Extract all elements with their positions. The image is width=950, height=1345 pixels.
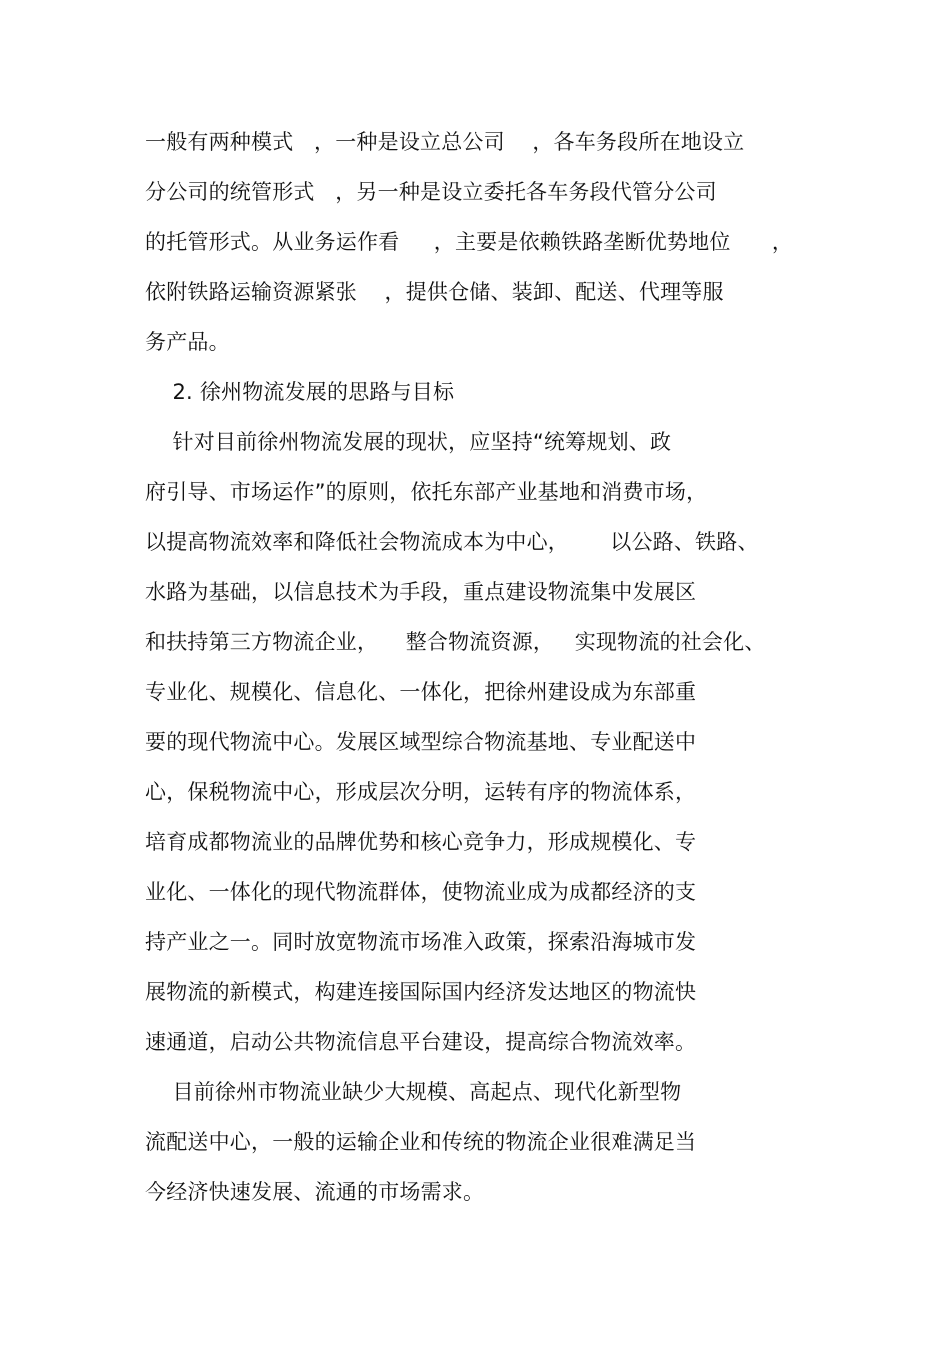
text-line: 今经济快速发展、流通的市场需求。 bbox=[145, 1180, 485, 1204]
section-heading: 2. 徐州物流发展的思路与目标 bbox=[145, 380, 455, 404]
text-line: 业化、一体化的现代物流群体，使物流业成为成都经济的支 bbox=[145, 880, 697, 904]
text-line: 以提高物流效率和降低社会物流成本为中心， 以公路、铁路、 bbox=[145, 530, 759, 554]
text-line: 府引导、市场运作”的原则，依托东部产业基地和消费市场， bbox=[145, 480, 708, 504]
text-line: 心，保税物流中心，形成层次分明，运转有序的物流体系， bbox=[145, 780, 697, 804]
text-line: 水路为基础，以信息技术为手段，重点建设物流集中发展区 bbox=[145, 580, 697, 604]
text-line: 和扶持第三方物流企业， 整合物流资源， 实现物流的社会化、 bbox=[145, 630, 766, 654]
text-line: 速通道，启动公共物流信息平台建设，提高综合物流效率。 bbox=[145, 1030, 697, 1054]
text-line: 持产业之一。同时放宽物流市场准入政策，探索沿海城市发 bbox=[145, 930, 697, 954]
text-line: 目前徐州市物流业缺少大规模、高起点、现代化新型物 bbox=[145, 1080, 682, 1104]
text-line: 一般有两种模式 ，一种是设立总公司 ，各车务段所在地设立 bbox=[145, 130, 745, 154]
text-line: 务产品。 bbox=[145, 330, 230, 354]
text-line: 的托管形式。从业务运作看 ，主要是依赖铁路垄断优势地位 ， bbox=[145, 230, 794, 254]
text-line: 展物流的新模式，构建连接国际国内经济发达地区的物流快 bbox=[145, 980, 697, 1004]
text-line: 培育成都物流业的品牌优势和核心竞争力，形成规模化、专 bbox=[145, 830, 697, 854]
text-line: 专业化、规模化、信息化、一体化，把徐州建设成为东部重 bbox=[145, 680, 697, 704]
text-line: 依附铁路运输资源紧张 ，提供仓储、装卸、配送、代理等服 bbox=[145, 280, 724, 304]
text-line: 流配送中心，一般的运输企业和传统的物流企业很难满足当 bbox=[145, 1130, 697, 1154]
text-line: 分公司的统管形式 ，另一种是设立委托各车务段代管分公司 bbox=[145, 180, 717, 204]
text-line: 针对目前徐州物流发展的现状，应坚持“统筹规划、政 bbox=[145, 430, 672, 454]
text-line: 要的现代物流中心。发展区域型综合物流基地、专业配送中 bbox=[145, 730, 697, 754]
